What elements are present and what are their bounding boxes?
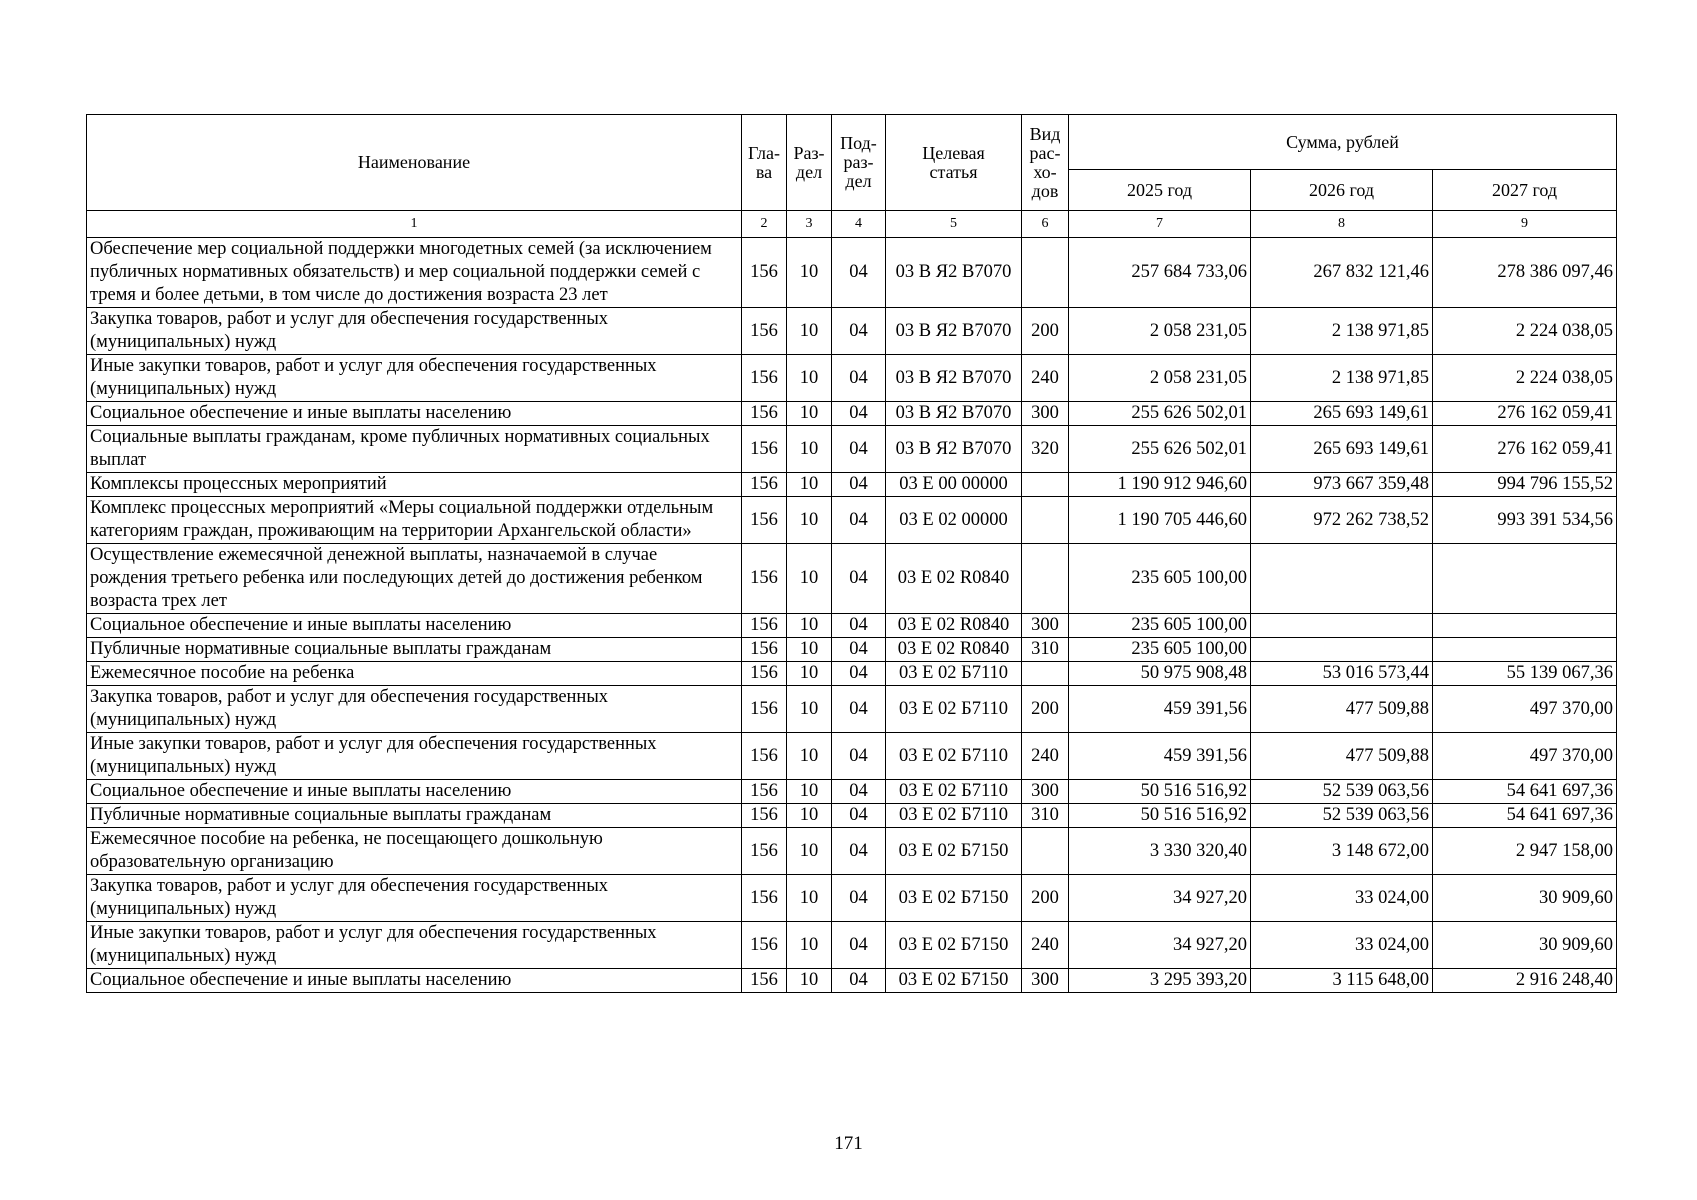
row-amount-2026: 972 262 738,52 (1251, 497, 1433, 544)
table-row (87, 969, 1617, 993)
row-glava: 156 (742, 238, 787, 308)
row-glava: 156 (742, 402, 787, 426)
row-podrazdel: 04 (832, 308, 886, 355)
row-celevaya: 03 Е 02 Б7150 (886, 969, 1022, 993)
row-amount-2025: 50 516 516,92 (1069, 804, 1251, 828)
table-row (87, 544, 1617, 614)
row-glava: 156 (742, 686, 787, 733)
row-celevaya: 03 В Я2 В7070 (886, 426, 1022, 473)
row-vid (1022, 828, 1069, 875)
row-amount-2027 (1433, 614, 1617, 638)
row-glava: 156 (742, 733, 787, 780)
row-vid: 240 (1022, 922, 1069, 969)
row-amount-2025: 459 391,56 (1069, 733, 1251, 780)
row-amount-2027: 30 909,60 (1433, 875, 1617, 922)
col-number: 3 (787, 211, 832, 238)
header-2026: 2026 год (1251, 170, 1433, 211)
row-name: Обеспечение мер социальной поддержки многодетных семей (за исключением публичных нормативных обязательств) и мер социальной поддержки семей с тремя и более детьми, в том числе до достижения возраста 23 лет (87, 238, 742, 308)
budget-table (86, 114, 1617, 993)
row-razdel: 10 (787, 733, 832, 780)
table-row (87, 426, 1617, 473)
row-vid (1022, 473, 1069, 497)
row-podrazdel: 04 (832, 426, 886, 473)
row-vid (1022, 662, 1069, 686)
row-podrazdel: 04 (832, 638, 886, 662)
row-name: Социальное обеспечение и иные выплаты населению (87, 402, 742, 426)
row-podrazdel: 04 (832, 733, 886, 780)
row-amount-2027: 2 947 158,00 (1433, 828, 1617, 875)
row-name: Закупка товаров, работ и услуг для обеспечения государственных (муниципальных) нужд (87, 686, 742, 733)
row-vid: 300 (1022, 969, 1069, 993)
row-celevaya: 03 Е 02 Б7110 (886, 686, 1022, 733)
row-amount-2026 (1251, 614, 1433, 638)
row-celevaya: 03 Е 02 R0840 (886, 614, 1022, 638)
table-row (87, 733, 1617, 780)
table-row (87, 355, 1617, 402)
table-header (87, 115, 1617, 238)
row-glava: 156 (742, 473, 787, 497)
row-razdel: 10 (787, 402, 832, 426)
row-name: Иные закупки товаров, работ и услуг для обеспечения государственных (муниципальных) нужд (87, 355, 742, 402)
row-amount-2027: 497 370,00 (1433, 686, 1617, 733)
row-amount-2027: 278 386 097,46 (1433, 238, 1617, 308)
row-celevaya: 03 В Я2 В7070 (886, 238, 1022, 308)
table-row (87, 828, 1617, 875)
row-amount-2025: 34 927,20 (1069, 922, 1251, 969)
row-glava: 156 (742, 875, 787, 922)
row-celevaya: 03 Е 02 Б7150 (886, 875, 1022, 922)
row-razdel: 10 (787, 497, 832, 544)
row-amount-2025: 2 058 231,05 (1069, 355, 1251, 402)
row-amount-2025: 255 626 502,01 (1069, 426, 1251, 473)
row-vid: 200 (1022, 686, 1069, 733)
row-amount-2025: 50 516 516,92 (1069, 780, 1251, 804)
row-amount-2026: 3 148 672,00 (1251, 828, 1433, 875)
row-amount-2027: 994 796 155,52 (1433, 473, 1617, 497)
row-amount-2027: 2 224 038,05 (1433, 308, 1617, 355)
header-summa: Сумма, рублей (1069, 115, 1617, 170)
budget-table-wrapper (86, 114, 1616, 993)
col-number: 4 (832, 211, 886, 238)
row-razdel: 10 (787, 355, 832, 402)
table-row (87, 780, 1617, 804)
row-glava: 156 (742, 804, 787, 828)
row-celevaya: 03 Е 02 R0840 (886, 638, 1022, 662)
row-vid (1022, 238, 1069, 308)
row-podrazdel: 04 (832, 473, 886, 497)
header-glava: Гла- ва (742, 115, 787, 211)
col-number: 6 (1022, 211, 1069, 238)
row-glava: 156 (742, 308, 787, 355)
row-razdel: 10 (787, 544, 832, 614)
table-row (87, 804, 1617, 828)
row-amount-2025: 235 605 100,00 (1069, 614, 1251, 638)
row-amount-2026: 265 693 149,61 (1251, 402, 1433, 426)
row-amount-2027: 30 909,60 (1433, 922, 1617, 969)
row-amount-2026: 33 024,00 (1251, 875, 1433, 922)
row-name: Социальные выплаты гражданам, кроме публичных нормативных социальных выплат (87, 426, 742, 473)
row-name: Комплексы процессных мероприятий (87, 473, 742, 497)
row-amount-2027 (1433, 544, 1617, 614)
row-name: Социальное обеспечение и иные выплаты населению (87, 780, 742, 804)
row-glava: 156 (742, 828, 787, 875)
row-razdel: 10 (787, 922, 832, 969)
row-vid: 300 (1022, 402, 1069, 426)
row-vid (1022, 544, 1069, 614)
row-name: Закупка товаров, работ и услуг для обеспечения государственных (муниципальных) нужд (87, 308, 742, 355)
row-vid: 310 (1022, 804, 1069, 828)
row-glava: 156 (742, 780, 787, 804)
row-glava: 156 (742, 355, 787, 402)
row-vid: 300 (1022, 614, 1069, 638)
row-podrazdel: 04 (832, 686, 886, 733)
row-name: Социальное обеспечение и иные выплаты населению (87, 969, 742, 993)
row-celevaya: 03 В Я2 В7070 (886, 402, 1022, 426)
row-glava: 156 (742, 922, 787, 969)
row-amount-2025: 235 605 100,00 (1069, 544, 1251, 614)
row-amount-2027: 54 641 697,36 (1433, 804, 1617, 828)
row-celevaya: 03 Е 00 00000 (886, 473, 1022, 497)
table-row (87, 473, 1617, 497)
row-glava: 156 (742, 969, 787, 993)
row-name: Осуществление ежемесячной денежной выплаты, назначаемой в случае рождения третьего ребенка или последующих детей до достижения ребенком возраста трех лет (87, 544, 742, 614)
row-razdel: 10 (787, 426, 832, 473)
row-podrazdel: 04 (832, 614, 886, 638)
row-glava: 156 (742, 426, 787, 473)
row-amount-2025: 459 391,56 (1069, 686, 1251, 733)
row-name: Комплекс процессных мероприятий «Меры социальной поддержки отдельным категориям граждан, проживающим на территории Архангельской области» (87, 497, 742, 544)
row-amount-2025: 255 626 502,01 (1069, 402, 1251, 426)
row-amount-2026: 52 539 063,56 (1251, 780, 1433, 804)
header-razdel: Раз- дел (787, 115, 832, 211)
row-amount-2026: 2 138 971,85 (1251, 355, 1433, 402)
row-celevaya: 03 Е 02 00000 (886, 497, 1022, 544)
row-name: Иные закупки товаров, работ и услуг для обеспечения государственных (муниципальных) нужд (87, 922, 742, 969)
col-number: 2 (742, 211, 787, 238)
row-vid: 240 (1022, 733, 1069, 780)
table-row (87, 308, 1617, 355)
col-number: 1 (87, 211, 742, 238)
row-podrazdel: 04 (832, 875, 886, 922)
col-number: 7 (1069, 211, 1251, 238)
header-podrazdel: Под- раз- дел (832, 115, 886, 211)
row-amount-2026: 3 115 648,00 (1251, 969, 1433, 993)
row-podrazdel: 04 (832, 544, 886, 614)
header-2027: 2027 год (1433, 170, 1617, 211)
row-amount-2026 (1251, 544, 1433, 614)
column-number-row (87, 211, 1617, 238)
row-glava: 156 (742, 638, 787, 662)
row-razdel: 10 (787, 614, 832, 638)
row-razdel: 10 (787, 308, 832, 355)
row-amount-2027: 2 224 038,05 (1433, 355, 1617, 402)
row-podrazdel: 04 (832, 402, 886, 426)
row-podrazdel: 04 (832, 355, 886, 402)
row-razdel: 10 (787, 804, 832, 828)
row-razdel: 10 (787, 662, 832, 686)
row-podrazdel: 04 (832, 780, 886, 804)
page-number: 171 (834, 1133, 863, 1154)
row-vid (1022, 497, 1069, 544)
row-amount-2026: 2 138 971,85 (1251, 308, 1433, 355)
row-amount-2027: 497 370,00 (1433, 733, 1617, 780)
row-podrazdel: 04 (832, 238, 886, 308)
row-celevaya: 03 Е 02 R0840 (886, 544, 1022, 614)
table-row (87, 402, 1617, 426)
row-name: Публичные нормативные социальные выплаты гражданам (87, 638, 742, 662)
table-row (87, 497, 1617, 544)
row-vid: 320 (1022, 426, 1069, 473)
table-row (87, 638, 1617, 662)
row-podrazdel: 04 (832, 969, 886, 993)
row-podrazdel: 04 (832, 804, 886, 828)
table-row (87, 686, 1617, 733)
row-amount-2026: 973 667 359,48 (1251, 473, 1433, 497)
row-celevaya: 03 Е 02 Б7150 (886, 922, 1022, 969)
row-celevaya: 03 Е 02 Б7110 (886, 780, 1022, 804)
row-amount-2025: 50 975 908,48 (1069, 662, 1251, 686)
row-glava: 156 (742, 662, 787, 686)
row-vid: 200 (1022, 875, 1069, 922)
row-name: Ежемесячное пособие на ребенка (87, 662, 742, 686)
row-podrazdel: 04 (832, 922, 886, 969)
row-amount-2027: 276 162 059,41 (1433, 426, 1617, 473)
table-row (87, 614, 1617, 638)
row-razdel: 10 (787, 638, 832, 662)
row-celevaya: 03 Е 02 Б7110 (886, 733, 1022, 780)
row-celevaya: 03 В Я2 В7070 (886, 355, 1022, 402)
row-vid: 300 (1022, 780, 1069, 804)
row-celevaya: 03 В Я2 В7070 (886, 308, 1022, 355)
row-amount-2026 (1251, 638, 1433, 662)
row-amount-2027: 276 162 059,41 (1433, 402, 1617, 426)
row-razdel: 10 (787, 828, 832, 875)
row-amount-2025: 3 295 393,20 (1069, 969, 1251, 993)
row-amount-2025: 235 605 100,00 (1069, 638, 1251, 662)
row-vid: 240 (1022, 355, 1069, 402)
table-row (87, 238, 1617, 308)
table-row (87, 662, 1617, 686)
row-podrazdel: 04 (832, 497, 886, 544)
header-celevaya: Целевая статья (886, 115, 1022, 211)
row-name: Закупка товаров, работ и услуг для обеспечения государственных (муниципальных) нужд (87, 875, 742, 922)
row-razdel: 10 (787, 969, 832, 993)
row-name: Иные закупки товаров, работ и услуг для обеспечения государственных (муниципальных) нужд (87, 733, 742, 780)
row-amount-2026: 477 509,88 (1251, 686, 1433, 733)
header-name: Наименование (87, 115, 742, 211)
row-name: Социальное обеспечение и иные выплаты населению (87, 614, 742, 638)
row-podrazdel: 04 (832, 828, 886, 875)
row-amount-2025: 1 190 705 446,60 (1069, 497, 1251, 544)
row-celevaya: 03 Е 02 Б7110 (886, 804, 1022, 828)
row-amount-2027 (1433, 638, 1617, 662)
row-amount-2025: 34 927,20 (1069, 875, 1251, 922)
row-razdel: 10 (787, 473, 832, 497)
row-amount-2027: 2 916 248,40 (1433, 969, 1617, 993)
row-razdel: 10 (787, 875, 832, 922)
row-name: Публичные нормативные социальные выплаты гражданам (87, 804, 742, 828)
row-amount-2026: 267 832 121,46 (1251, 238, 1433, 308)
row-razdel: 10 (787, 238, 832, 308)
row-amount-2026: 52 539 063,56 (1251, 804, 1433, 828)
row-amount-2027: 993 391 534,56 (1433, 497, 1617, 544)
row-amount-2025: 3 330 320,40 (1069, 828, 1251, 875)
row-podrazdel: 04 (832, 662, 886, 686)
row-razdel: 10 (787, 686, 832, 733)
row-vid: 310 (1022, 638, 1069, 662)
row-amount-2026: 53 016 573,44 (1251, 662, 1433, 686)
row-vid: 200 (1022, 308, 1069, 355)
row-amount-2025: 2 058 231,05 (1069, 308, 1251, 355)
row-amount-2027: 55 139 067,36 (1433, 662, 1617, 686)
row-amount-2026: 265 693 149,61 (1251, 426, 1433, 473)
row-name: Ежемесячное пособие на ребенка, не посещающего дошкольную образовательную организацию (87, 828, 742, 875)
row-glava: 156 (742, 544, 787, 614)
row-amount-2027: 54 641 697,36 (1433, 780, 1617, 804)
row-glava: 156 (742, 497, 787, 544)
col-number: 9 (1433, 211, 1617, 238)
row-amount-2026: 477 509,88 (1251, 733, 1433, 780)
header-vid: Вид рас- хо- дов (1022, 115, 1069, 211)
row-razdel: 10 (787, 780, 832, 804)
header-2025: 2025 год (1069, 170, 1251, 211)
table-row (87, 922, 1617, 969)
row-amount-2026: 33 024,00 (1251, 922, 1433, 969)
col-number: 5 (886, 211, 1022, 238)
row-celevaya: 03 Е 02 Б7110 (886, 662, 1022, 686)
row-celevaya: 03 Е 02 Б7150 (886, 828, 1022, 875)
row-glava: 156 (742, 614, 787, 638)
table-row (87, 875, 1617, 922)
row-amount-2025: 257 684 733,06 (1069, 238, 1251, 308)
row-amount-2025: 1 190 912 946,60 (1069, 473, 1251, 497)
col-number: 8 (1251, 211, 1433, 238)
table-body (87, 238, 1617, 993)
